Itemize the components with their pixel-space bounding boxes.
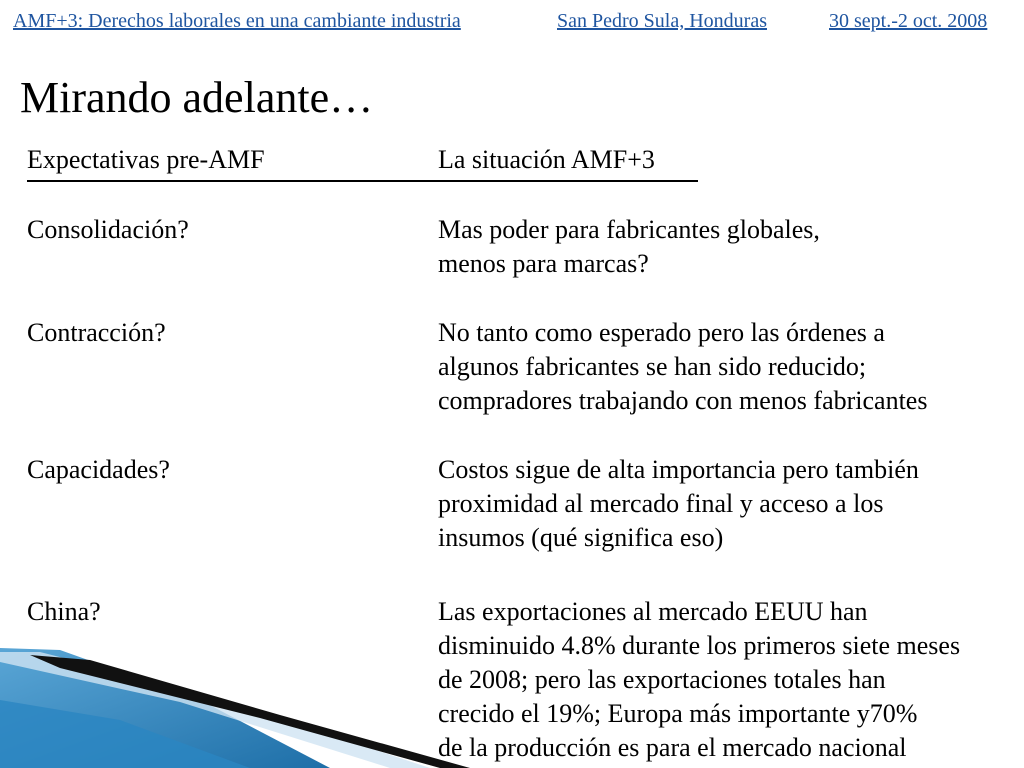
- slide-header: [0, 0, 1024, 44]
- row-text-line: Las exportaciones al mercado EEUU han: [438, 597, 868, 626]
- row-label-capacidades: Capacidades?: [27, 455, 170, 484]
- row-text-line: de la producción es para el mercado nacional: [438, 733, 907, 762]
- header-location: San Pedro Sula, Honduras: [557, 10, 767, 32]
- row-text-line: de 2008; pero las exportaciones totales han: [438, 665, 886, 694]
- row-label-contraccion: Contracción?: [27, 318, 166, 347]
- column-header-right: La situación AMF+3: [438, 145, 655, 174]
- row-text-line: insumos (qué significa eso): [438, 523, 724, 552]
- row-text-line: crecido el 19%; Europa más importante y70%: [438, 699, 918, 728]
- row-text-line: No tanto como esperado pero las órdenes a: [438, 318, 885, 347]
- slide-title: Mirando adelante…: [20, 73, 374, 122]
- header-event: AMF+3: Derechos laborales en una cambiante industria: [13, 10, 461, 32]
- row-text-line: Costos sigue de alta importancia pero también: [438, 455, 919, 484]
- column-header-left: Expectativas pre-AMF: [27, 145, 265, 174]
- row-text-line: Mas poder para fabricantes globales,: [438, 215, 820, 244]
- row-text-line: compradores trabajando con menos fabricantes: [438, 386, 928, 415]
- header-dates: 30 sept.-2 oct. 2008: [829, 10, 988, 32]
- row-text-line: algunos fabricantes se han sido reducido;: [438, 352, 867, 381]
- header-underline: [27, 180, 698, 182]
- row-text-line: menos para marcas?: [438, 249, 649, 278]
- row-text-line: proximidad al mercado final y acceso a los: [438, 489, 884, 518]
- row-text-line: disminuido 4.8% durante los primeros siete meses: [438, 631, 961, 660]
- row-label-consolidacion: Consolidación?: [27, 215, 189, 244]
- row-label-china: China?: [27, 597, 101, 626]
